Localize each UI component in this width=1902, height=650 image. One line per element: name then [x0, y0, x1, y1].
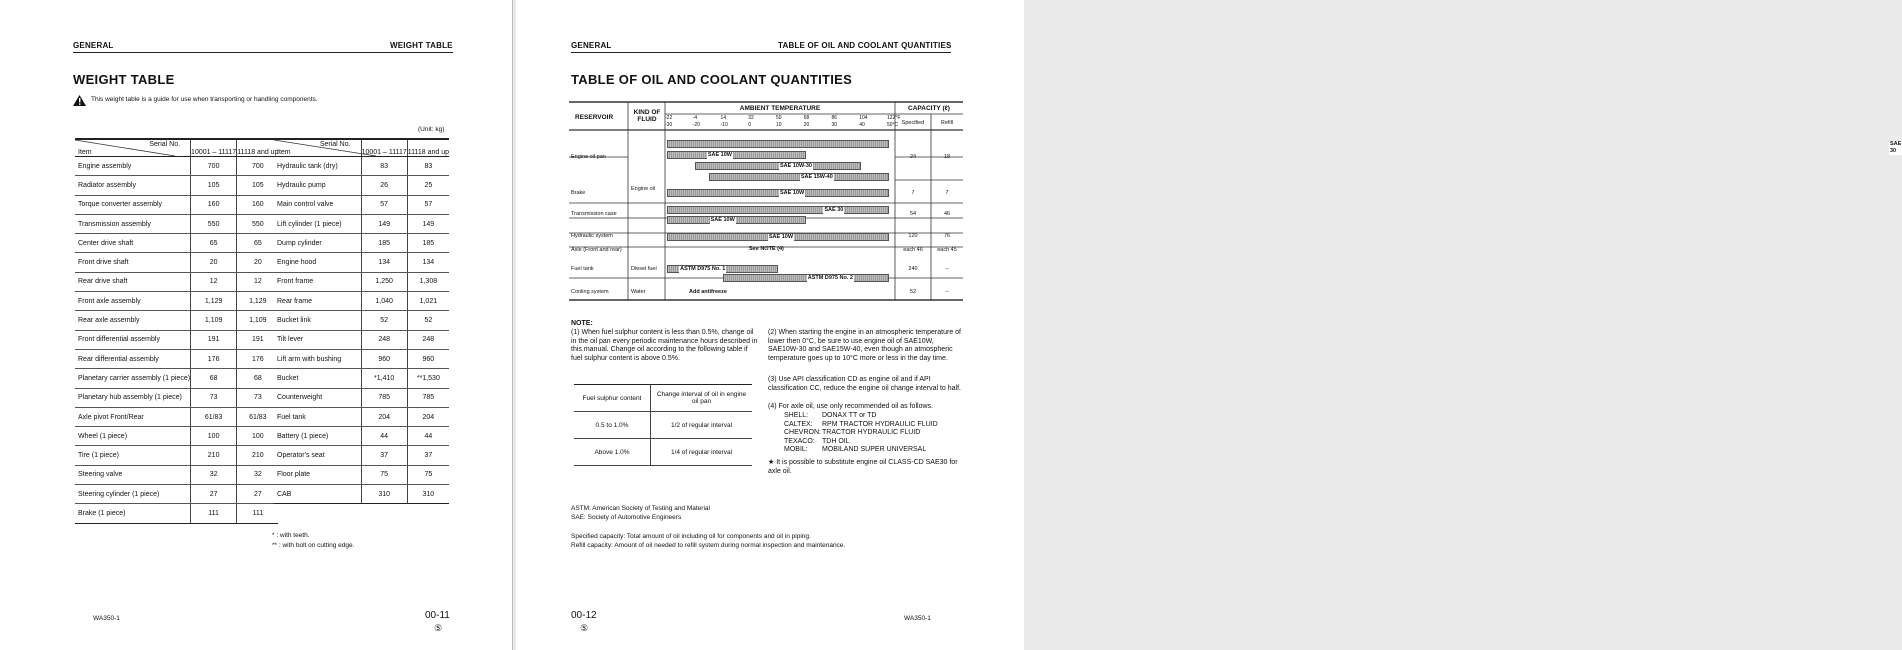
row-value-a: 105 [191, 176, 237, 195]
table-row [274, 407, 449, 426]
row-value-a: 204 [361, 407, 407, 426]
refill-definition: Refill capacity: Amount of oil needed to refill system during normal inspection and maintenance. [571, 542, 846, 549]
temp-c-tick: -30 [665, 122, 673, 128]
oil-brand: TEXACO: [784, 437, 815, 445]
reservoir-header: RESERVOIR [575, 114, 614, 121]
table-row [274, 369, 449, 388]
row-value-a: 83 [361, 157, 407, 176]
table-row [274, 292, 449, 311]
table-row [75, 446, 278, 465]
row-value-a: 27 [191, 485, 237, 504]
row-value-a: 176 [191, 349, 237, 368]
row-value-b: 1,109 [237, 311, 279, 330]
table-row [274, 446, 449, 465]
row-item: Torque converter assembly [75, 195, 191, 214]
sulphur-row [574, 439, 752, 466]
row-value-b: 185 [407, 234, 449, 253]
row-value-b: 160 [237, 195, 279, 214]
row-value-a: 160 [191, 195, 237, 214]
temp-f-tick: 14 [720, 115, 727, 121]
capacity-specified: each 46 [903, 247, 923, 253]
temp-c-tick: -20 [692, 122, 700, 128]
row-item: Main control valve [274, 195, 361, 214]
row-value-a: 37 [361, 446, 407, 465]
row-item: Tilt lever [274, 330, 361, 349]
oil-product: DONAX TT or TD [822, 412, 877, 419]
table-row [75, 330, 278, 349]
row-value-b: 83 [407, 157, 449, 176]
oil-product: TRACTOR HYDRAULIC FLUID [822, 429, 921, 437]
row-value-a: 68 [191, 369, 237, 388]
table-row [274, 195, 449, 214]
row-value-a: 65 [191, 234, 237, 253]
oil-brand: SHELL: [784, 412, 809, 419]
table-row [274, 234, 449, 253]
temp-c-tick: 50°C [887, 122, 899, 128]
row-item: Brake (1 piece) [75, 504, 191, 523]
intro-text: This weight table is a guide for use when transporting or handling components. [91, 96, 318, 103]
table-row [75, 427, 278, 446]
temp-f-tick: 122°F [887, 115, 901, 121]
temperature-range-bar [667, 206, 889, 214]
reservoir-name: Brake [571, 190, 586, 196]
row-value-a: 61/83 [191, 407, 237, 426]
item-header-cell [75, 139, 191, 157]
row-value-a: 52 [361, 311, 407, 330]
page-title: WEIGHT TABLE [73, 72, 175, 87]
oil-brand-row [784, 446, 974, 455]
temp-c-tick: 20 [803, 122, 810, 128]
col-a-header: 10001 – 11117 [361, 139, 407, 157]
row-item: Engine hood [274, 253, 361, 272]
row-value-a: 73 [191, 388, 237, 407]
temp-c-tick: 10 [776, 122, 782, 128]
row-item: Rear axle assembly [75, 311, 191, 330]
reservoir-name: Axle (Front and rear) [571, 247, 622, 253]
table-row [75, 388, 278, 407]
row-item: Planetary carrier assembly (1 piece) [75, 369, 191, 388]
row-value-b: 310 [407, 485, 449, 504]
capacity-specified: 54 [909, 211, 917, 217]
note-star: ★ It is possible to substitute engine oil CLASS-CD SAE30 for axle oil. [768, 459, 958, 475]
oil-brand: MOBIL: [784, 446, 808, 454]
sae-definition: SAE: Society of Automotive Engineers [571, 514, 682, 521]
row-value-b: 52 [407, 311, 449, 330]
temperature-range-bar [667, 265, 778, 273]
table-row [274, 214, 449, 233]
oil-brand: CALTEX: [784, 420, 813, 428]
bar-label: ASTM D975 No. 2 [807, 275, 853, 281]
table-row [274, 272, 449, 291]
row-item: Engine assembly [75, 157, 191, 176]
temp-f-tick: 68 [803, 115, 810, 121]
temperature-range-bar [667, 189, 889, 197]
row-item: Front drive shaft [75, 253, 191, 272]
bar-label: SAE 10W [768, 234, 794, 240]
astm-definition: ASTM: American Society of Testing and Material [571, 505, 710, 512]
reservoir-name: Hydraulic system [571, 233, 613, 239]
row-value-b: 1,021 [407, 292, 449, 311]
bar-label: ASTM D975 No. 1 [680, 266, 726, 272]
oil-brand-list [784, 412, 974, 455]
table-row [274, 330, 449, 349]
table-row [75, 485, 278, 504]
row-value-a: 149 [361, 214, 407, 233]
row-value-a: 700 [191, 157, 237, 176]
oil-brand-row [784, 438, 974, 447]
row-item: Steering valve [75, 465, 191, 484]
row-value-b: 32 [237, 465, 279, 484]
row-value-a: 191 [191, 330, 237, 349]
row-value-b: 37 [407, 446, 449, 465]
row-item: Dump cylinder [274, 234, 361, 253]
table-row [274, 349, 449, 368]
row-value-a: 26 [361, 176, 407, 195]
table-row [75, 465, 278, 484]
temp-c-tick: 40 [859, 122, 865, 128]
row-value-a: 134 [361, 253, 407, 272]
row-item: Rear differential assembly [75, 349, 191, 368]
row-value-b: 65 [237, 234, 279, 253]
bar-label: SAE 30 [1890, 141, 1902, 154]
footer-page-number: 00-12 [571, 610, 597, 621]
table-row [75, 407, 278, 426]
table-row [274, 253, 449, 272]
sulphur-head-2: Change interval of oil in engine oil pan [651, 385, 753, 412]
row-value-b: 105 [237, 176, 279, 195]
table-row [274, 485, 449, 504]
header-section: GENERAL [571, 41, 612, 50]
row-value-b: 73 [237, 388, 279, 407]
row-item: Rear frame [274, 292, 361, 311]
row-value-a: 960 [361, 349, 407, 368]
row-item: Front axle assembly [75, 292, 191, 311]
reservoir-name: Fuel tank [571, 266, 594, 272]
table-row [274, 465, 449, 484]
row-item: Front differential assembly [75, 330, 191, 349]
header-title: TABLE OF OIL AND COOLANT QUANTITIES [778, 41, 952, 50]
warning-icon [73, 93, 86, 111]
temp-f-tick: 32 [748, 115, 754, 121]
row-item: CAB [274, 485, 361, 504]
row-value-a: 550 [191, 214, 237, 233]
row-value-b: 68 [237, 369, 279, 388]
row-value-a: 44 [361, 427, 407, 446]
sulphur-row [574, 412, 752, 439]
row-value-b: 75 [407, 465, 449, 484]
row-item: Rear drive shaft [75, 272, 191, 291]
temperature-range-bar [667, 140, 1902, 154]
col-a-header: 10001 – 11117 [191, 139, 237, 157]
temperature-range-bar [667, 233, 889, 241]
bar-label: SAE 30 [824, 207, 844, 213]
bar-label: SAE 15W-40 [800, 174, 833, 180]
row-value-b: 27 [237, 485, 279, 504]
capacity-specified: 120 [908, 233, 918, 239]
row-value-b: 191 [237, 330, 279, 349]
table-row [75, 214, 278, 233]
table-header [75, 139, 278, 157]
item-label: Item [78, 149, 92, 156]
sulphur-content: 0.5 to 1.0% [574, 412, 651, 439]
col-b-header: 11118 and up [407, 139, 449, 157]
fluid-water: Water [631, 289, 646, 295]
row-value-a: 20 [191, 253, 237, 272]
row-item: Transmission assembly [75, 214, 191, 233]
row-value-b: 57 [407, 195, 449, 214]
row-item: Fuel tank [274, 407, 361, 426]
row-item: Front frame [274, 272, 361, 291]
table-row [75, 253, 278, 272]
temperature-range-bar [667, 151, 806, 159]
weight-table-left [75, 138, 278, 524]
capacity-header: CAPACITY (ℓ) [908, 105, 950, 112]
temp-f-tick: 50 [776, 115, 782, 121]
item-header-cell [274, 139, 361, 157]
row-value-a: 1,250 [361, 272, 407, 291]
specified-header: Specified [901, 120, 925, 126]
table-row [75, 157, 278, 176]
row-value-a: 100 [191, 427, 237, 446]
table-row [75, 349, 278, 368]
note-2: (2) When starting the engine in an atmospheric temperature of lower then 0°C, be sure to use engine oil of SAE10W, SAE10W-30 and SAE15W-40, even though an atmospheric temperature goes up to 10°C more or less in the day time. [768, 329, 961, 362]
sulphur-interval: 1/4 of regular interval [651, 439, 753, 466]
footnote-teeth: * : with teeth. [272, 532, 310, 539]
temperature-range-bar [709, 173, 889, 181]
temperature-range-bar [667, 216, 806, 224]
temperature-range-bar [723, 274, 890, 282]
header-title: WEIGHT TABLE [390, 41, 453, 50]
table-row [274, 427, 449, 446]
row-value-b: 1,129 [237, 292, 279, 311]
row-item: Operator's seat [274, 446, 361, 465]
row-value-a: 111 [191, 504, 237, 523]
temp-f-tick: -22 [665, 115, 673, 121]
header-rule [571, 52, 951, 53]
footer-model: WA350-1 [904, 615, 931, 622]
row-value-a: 310 [361, 485, 407, 504]
page-title: TABLE OF OIL AND COOLANT QUANTITIES [571, 72, 853, 87]
row-item: Lift arm with bushing [274, 349, 361, 368]
oil-coolant-table [569, 102, 1902, 302]
row-value-b: 12 [237, 272, 279, 291]
temp-f-tick: -4 [692, 115, 698, 121]
capacity-refill: 7 [945, 190, 949, 196]
row-item: Steering cylinder (1 piece) [75, 485, 191, 504]
sulphur-content: Above 1.0% [574, 439, 651, 466]
table-row [274, 176, 449, 195]
row-item: Bucket link [274, 311, 361, 330]
table-row [75, 176, 278, 195]
sulphur-table [574, 384, 752, 466]
row-value-a: *1,410 [361, 369, 407, 388]
row-value-b: 204 [407, 407, 449, 426]
row-value-b: 248 [407, 330, 449, 349]
bar-label: SAE 10W [780, 190, 805, 196]
refill-header: Refill [940, 120, 954, 126]
row-value-a: 210 [191, 446, 237, 465]
row-item: Hydraulic pump [274, 176, 361, 195]
serial-label: Serial No. [319, 141, 351, 148]
capacity-specified: 7 [911, 190, 915, 196]
row-item: Lift cylinder (1 piece) [274, 214, 361, 233]
table-row [75, 272, 278, 291]
table-header [274, 139, 449, 157]
row-value-b: **1,530 [407, 369, 449, 388]
row-value-a: 32 [191, 465, 237, 484]
row-value-a: 1,040 [361, 292, 407, 311]
table-row [75, 234, 278, 253]
oil-brand: CHEVRON: [784, 429, 821, 437]
row-value-b: 25 [407, 176, 449, 195]
row-value-b: 44 [407, 427, 449, 446]
table-row [274, 311, 449, 330]
table-row [274, 157, 449, 176]
row-value-b: 61/83 [237, 407, 279, 426]
table-row [75, 195, 278, 214]
row-value-a: 185 [361, 234, 407, 253]
capacity-specified: 52 [909, 289, 917, 295]
row-value-b: 210 [237, 446, 279, 465]
temperature-range-bar [695, 162, 862, 170]
oil-brand-row [784, 421, 974, 430]
capacity-refill: each 45 [937, 247, 957, 253]
item-label: Item [277, 149, 291, 156]
footer-revision: ⑤ [580, 623, 589, 633]
row-value-a: 12 [191, 272, 237, 291]
sulphur-header [574, 385, 752, 412]
row-value-b: 960 [407, 349, 449, 368]
oil-product: RPM TRACTOR HYDRAULIC FLUID [822, 420, 938, 428]
row-value-b: 550 [237, 214, 279, 233]
footer-page-number: 00-11 [425, 610, 450, 621]
row-item: Floor plate [274, 465, 361, 484]
col-b-header: 11118 and up [237, 139, 279, 157]
row-value-b: 1,308 [407, 272, 449, 291]
row-item: Battery (1 piece) [274, 427, 361, 446]
capacity-refill: – [945, 289, 949, 295]
capacity-specified: 24 [909, 154, 917, 160]
table-row [75, 369, 278, 388]
note-title: NOTE: [571, 320, 593, 327]
footnote-bolt: ** : with bolt on cutting edge. [272, 542, 355, 549]
row-item: Counterweight [274, 388, 361, 407]
capacity-specified: 240 [908, 266, 918, 272]
specified-definition: Specified capacity: Total amount of oil including oil for components and oil in piping. [571, 533, 811, 540]
sulphur-head-1: Fuel sulphur content [574, 385, 651, 412]
bar-label: SAE 10W [710, 217, 735, 223]
see-note-label: See NOTE (4) [749, 246, 784, 252]
footer-model: WA350-1 [93, 615, 120, 622]
oil-brand-row [784, 429, 974, 438]
row-item: Wheel (1 piece) [75, 427, 191, 446]
table-row [75, 504, 278, 523]
row-item: Planetary hub assembly (1 piece) [75, 388, 191, 407]
sulphur-interval: 1/2 of regular interval [651, 412, 753, 439]
row-value-b: 134 [407, 253, 449, 272]
oil-brand-row [784, 412, 974, 421]
row-value-b: 785 [407, 388, 449, 407]
note-4: (4) For axle oil, use only recommended oil as follows. [768, 403, 933, 410]
oil-product: MOBILAND SUPER UNIVERSAL [822, 446, 927, 454]
table-row [75, 292, 278, 311]
temp-c-tick: 0 [748, 122, 752, 128]
left-page [0, 0, 513, 650]
temp-c-tick: 30 [831, 122, 838, 128]
note-1: (1) When fuel sulphur content is less than 0.5%, change oil in the oil pan every periodic maintenance hours described in this manual. Change oil according to the following table if fuel sulphur content is above 0.5%. [571, 329, 758, 362]
kind-header: KIND OF FLUID [633, 109, 661, 123]
row-value-b: 700 [237, 157, 279, 176]
capacity-refill: 76 [943, 233, 951, 239]
reservoir-name: Cooling system [571, 289, 609, 295]
row-item: Hydraulic tank (dry) [274, 157, 361, 176]
temp-f-tick: 86 [831, 115, 838, 121]
unit-label: (Unit: kg) [418, 126, 445, 133]
row-value-b: 100 [237, 427, 279, 446]
footer-revision: ⑤ [434, 623, 443, 633]
row-value-b: 20 [237, 253, 279, 272]
row-value-a: 785 [361, 388, 407, 407]
row-item: Axle pivot Front/Rear [75, 407, 191, 426]
row-value-a: 1,129 [191, 292, 237, 311]
temp-c-tick: -10 [720, 122, 728, 128]
oil-product: TDH OIL [822, 437, 850, 445]
row-item: Tire (1 piece) [75, 446, 191, 465]
fluid-diesel: Diesel fuel [631, 266, 657, 272]
bar-label: SAE 10W-30 [780, 163, 812, 169]
bar-label: SAE 10W [707, 152, 732, 158]
reservoir-name: Transmission case [571, 211, 617, 217]
temp-f-tick: 104 [859, 115, 868, 121]
row-value-b: 176 [237, 349, 279, 368]
row-value-a: 75 [361, 465, 407, 484]
header-rule [73, 52, 453, 53]
capacity-refill: – [945, 266, 949, 272]
row-item: Radiator assembly [75, 176, 191, 195]
table-row [274, 388, 449, 407]
add-antifreeze-label: Add antifreeze [689, 289, 727, 295]
capacity-refill: 18 [943, 154, 951, 160]
row-item: Center drive shaft [75, 234, 191, 253]
fluid-engine-oil: Engine oil [631, 186, 656, 192]
row-value-a: 1,109 [191, 311, 237, 330]
row-value-b: 149 [407, 214, 449, 233]
row-item: Bucket [274, 369, 361, 388]
weight-table-right [274, 138, 449, 504]
capacity-refill: 46 [943, 211, 951, 217]
row-value-a: 248 [361, 330, 407, 349]
table-row [75, 311, 278, 330]
row-value-a: 57 [361, 195, 407, 214]
temp-header: AMBIENT TEMPERATURE [739, 105, 821, 112]
header-section: GENERAL [73, 41, 114, 50]
note-3: (3) Use API classification CD as engine oil and if API classification CC, reduce the engine oil change interval to half. [768, 376, 961, 392]
right-page [516, 0, 1902, 650]
reservoir-name: Engine oil pan [571, 154, 606, 160]
row-value-b: 111 [237, 504, 279, 523]
serial-label: Serial No. [149, 141, 181, 148]
